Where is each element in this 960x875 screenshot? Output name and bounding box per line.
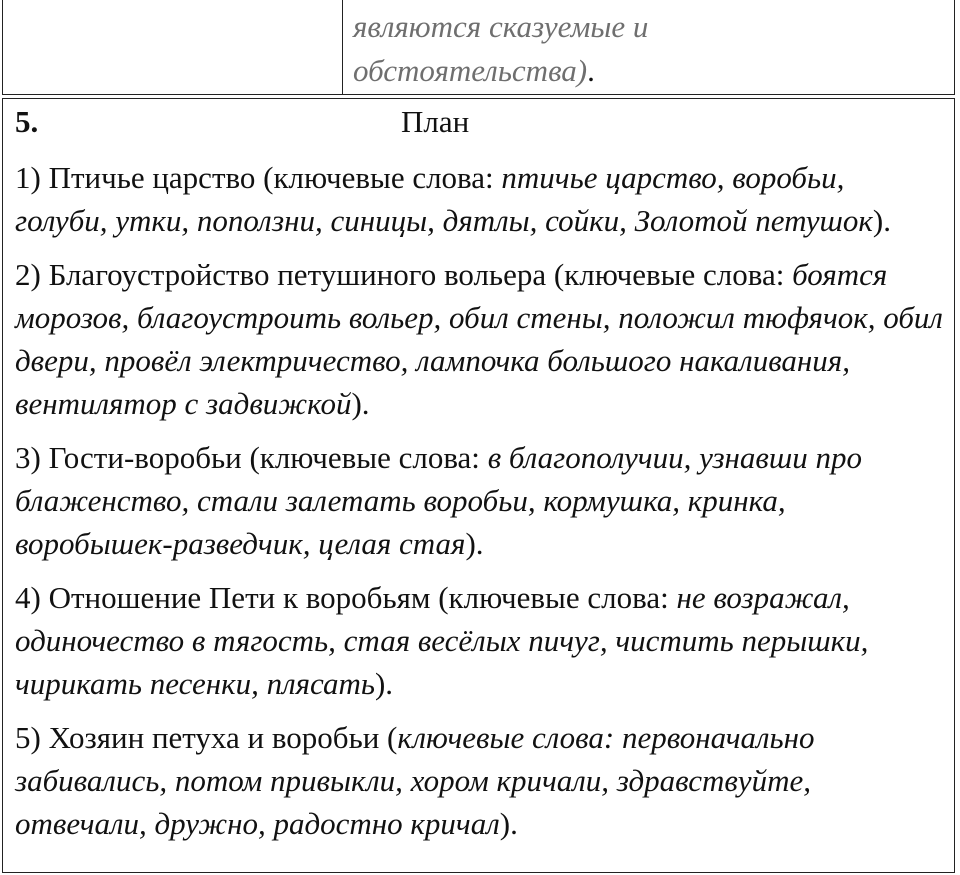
plan-item-heading: 4) Отношение Пети к воробьям (ключевые слова:	[15, 580, 677, 615]
plan-item-1	[3, 156, 954, 242]
plan-item-heading: 5) Хозяин петуха и воробьи (	[15, 720, 398, 755]
answer-cell	[343, 0, 954, 94]
plan-item-end: ).	[872, 203, 891, 238]
plan-item-keywords: в благополучии, узнавши про блаженство, стали залетать воробьи, кормушка, кринка, воробышек-разведчик, целая стая	[15, 440, 863, 561]
plan-table-cell	[2, 98, 955, 873]
plan-item-keywords: боятся морозов, благоустроить вольер, обил стены, положил тюфячок, обил двери, провёл электричество, лампочка большого накаливания, вентилятор с задвижкой	[15, 257, 943, 421]
plan-item-4	[3, 576, 954, 705]
plan-item-keywords: птичье царство, воробьи, голуби, утки, поползни, синицы, дятлы, сойки, Золотой петушок	[15, 160, 873, 238]
task-header	[3, 99, 954, 145]
answer-text-line-2: обстоятельства)	[353, 53, 588, 88]
plan-item-3	[3, 436, 954, 565]
answer-text-line-1: являются сказуемые и	[353, 9, 649, 44]
plan-item-heading: 3) Гости-воробьи (ключевые слова:	[15, 440, 488, 475]
plan-item-heading: 2) Благоустройство петушиного вольера (ключевые слова:	[15, 257, 793, 292]
previous-table-row	[2, 0, 955, 95]
plan-item-end: ).	[374, 666, 394, 701]
plan-item-end: ).	[465, 526, 484, 561]
answer-period: .	[587, 53, 595, 88]
empty-cell	[3, 0, 343, 94]
task-number: 5.	[15, 104, 39, 139]
plan-item-2	[3, 253, 954, 425]
plan-item-keywords: ключевые слова: первоначально забивались, потом привыкли, хором кричали, здравствуйте, отвечали, дружно, радостно кричал	[15, 720, 815, 841]
plan-item-end: ).	[499, 806, 518, 841]
plan-item-end: ).	[351, 386, 370, 421]
plan-item-5	[3, 716, 954, 845]
plan-title: План	[401, 104, 470, 139]
plan-item-keywords: не возражал, одиночество в тягость, стая весёлых пичуг, чистить перышки, чирикать песенки, плясать	[15, 580, 869, 701]
plan-item-heading: 1) Птичье царство (ключевые слова:	[15, 160, 502, 195]
